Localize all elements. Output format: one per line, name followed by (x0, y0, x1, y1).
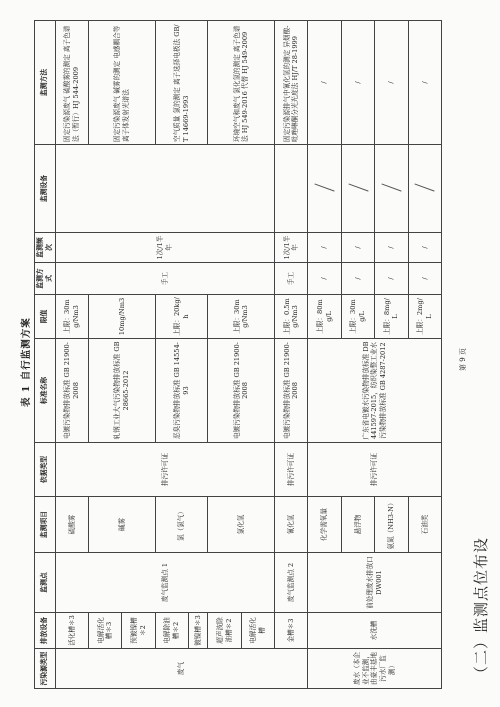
cell-source-type: 废气 (55, 649, 308, 689)
cell-method: 固定污染源废气 硫酸雾的测定 离子色谱法（暂行）HJ 544-2009 (55, 21, 88, 145)
cell-limit: 上限：80mg/L (308, 295, 341, 339)
cell-equipment (55, 145, 274, 233)
cell-item: 氰化氢 (275, 497, 308, 553)
cell-point: 前处理废水排放口 DW001 (308, 553, 442, 613)
table-row (275, 21, 308, 689)
cell-device: 超声波除油槽＊2 (208, 613, 241, 649)
cell-method: 空气质量 氯的测定 离子选择电极法 GB/T 14669-1993 (155, 21, 208, 145)
cell-device: 电解除油槽＊2 (155, 613, 188, 649)
cell-standard: 电镀污染物排放标准 GB 21900-2008 (208, 339, 275, 443)
cell-frequency: 1次/1半年 (55, 233, 274, 263)
header-item: 监测项目 (35, 497, 56, 553)
cell-item: 悬浮物 (341, 497, 374, 553)
cell-limit: 上限：2mg/L (408, 295, 441, 339)
cell-frequency: 1次/1半年 (275, 233, 308, 263)
header-point: 监测点 (35, 553, 56, 613)
cell-method: / (341, 21, 374, 145)
cell-device: 镀镍槽＊3 (189, 613, 208, 649)
cell-equipment (341, 145, 374, 233)
table-header-row (35, 21, 56, 689)
cell-mode: / (308, 263, 341, 295)
cell-standard: 轧钢工业大气污染物排放标准 GB 28665-2012 (89, 339, 156, 443)
cell-mode: 手工 (275, 263, 308, 295)
cell-point: 废气监测点 2 (275, 553, 308, 613)
cell-mode: 手工 (55, 263, 274, 295)
header-mode: 监测方式 (35, 263, 56, 295)
cell-standard: 广东省电镀水污染物排放标准 DB441597-2015，纺织染整工业水污染物排放标准 GB 4287-2012 (308, 339, 442, 443)
cell-limit: 10mg/Nm3 (89, 295, 156, 339)
cell-item: 硫酸雾 (55, 497, 88, 553)
cell-frequency: / (308, 233, 341, 263)
cell-point: 废气监测点 1 (55, 553, 274, 613)
cell-frequency: / (341, 233, 374, 263)
header-method: 监测方法 (35, 21, 56, 145)
cell-mode: / (408, 263, 441, 295)
cell-item: 碱雾 (89, 497, 156, 553)
cell-item: 石油类 (408, 497, 441, 553)
cell-limit: 上限：8mg/L (375, 295, 408, 339)
cell-frequency: / (375, 233, 408, 263)
cell-method: 固定污染源废气 碱雾的测定 电感耦合等离子体发射光谱法 (89, 21, 156, 145)
cell-device: 活化槽＊3 (55, 613, 88, 649)
cell-standard: 恶臭污染物排放标准 GB 14554-93 (155, 339, 208, 443)
cell-device: 水洗槽 (308, 613, 442, 649)
cell-equipment (275, 145, 308, 233)
cell-equipment (375, 145, 408, 233)
table-title: 表 1 自行监测方案 (21, 317, 32, 407)
cell-standard: 电镀污染物排放标准 GB 21900-2008 (275, 339, 308, 443)
cell-method: 环境空气和废气 氯化氢的测定 离子色谱法 HJ 549-2016 代替 HJ 549-2009 (208, 21, 275, 145)
cell-limit: 上限：20kg/h (155, 295, 208, 339)
cell-basis: 排污许可证 (275, 443, 308, 497)
cell-standard: 电镀污染物排放标准 GB 21900-2008 (55, 339, 88, 443)
header-standard: 标准名称 (35, 339, 56, 443)
cell-mode: / (341, 263, 374, 295)
table-row (308, 21, 341, 689)
cell-item: 氯化氢 (208, 497, 275, 553)
cell-method: / (308, 21, 341, 145)
cell-basis: 排污许可证 (308, 443, 442, 497)
cell-item: 氯（氯气） (155, 497, 208, 553)
monitoring-plan-table (34, 20, 442, 689)
cell-mode: / (375, 263, 408, 295)
cell-basis: 排污许可证 (55, 443, 274, 497)
cell-limit: 上限：30mg/Nm3 (208, 295, 275, 339)
cell-source-type: 废水（本企业不监测，由豪丰基地污水厂监测） (308, 649, 442, 689)
cell-limit: 上限：0.5mg/Nm3 (275, 295, 308, 339)
cell-item: 化学需氧量 (308, 497, 341, 553)
table-row (55, 21, 88, 689)
cell-equipment (408, 145, 441, 233)
cell-device: 金槽＊3 (275, 613, 308, 649)
section-heading: （二）监测点位布设 (472, 536, 490, 681)
cell-equipment (308, 145, 341, 233)
cell-device: 电解活化槽 (241, 613, 274, 649)
cell-method: 固定污染源排气中氰化氢的测定 异烟酸-吡唑啉酮分光光度法 HJ/T 28-1999 (275, 21, 308, 145)
cell-limit: 上限：30mg/L (341, 295, 374, 339)
header-basis: 依据类型 (35, 443, 56, 497)
header-limit: 限值 (35, 295, 56, 339)
cell-device: 电解活化槽＊3 (89, 613, 122, 649)
cell-method: / (375, 21, 408, 145)
header-equipment: 监测设备 (35, 145, 56, 233)
cell-limit: 上限：30mg/Nm3 (55, 295, 88, 339)
cell-frequency: / (408, 233, 441, 263)
cell-device: 预镀镍槽＊2 (122, 613, 155, 649)
cell-item: 氨氮（NH3-N） (375, 497, 408, 553)
header-frequency: 监测频次 (35, 233, 56, 263)
page-number: 第 9 页 (459, 348, 467, 371)
header-source-type: 污染源类型 (35, 649, 56, 689)
cell-method: / (408, 21, 441, 145)
header-device: 排放设备 (35, 613, 56, 649)
